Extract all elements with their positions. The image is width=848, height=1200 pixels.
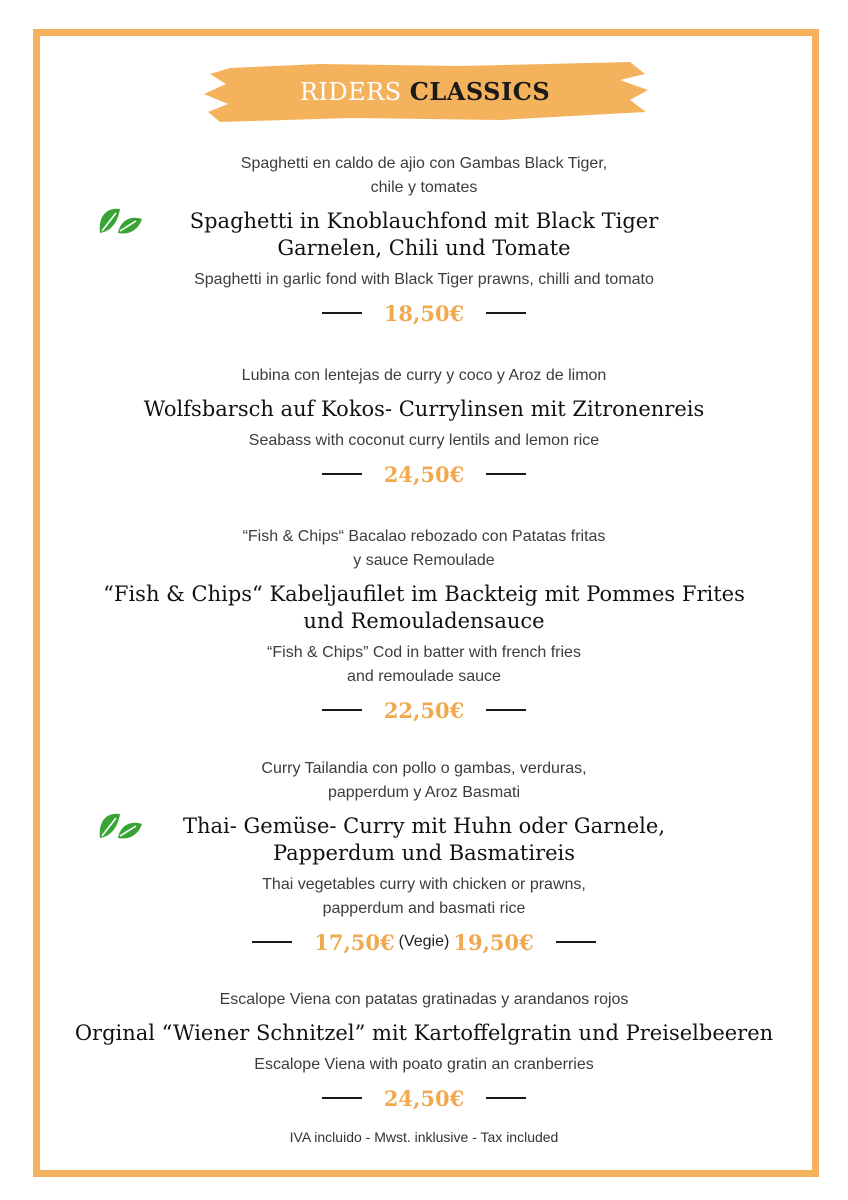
dish-4-de: Thai- Gemüse- Curry mit Huhn oder Garnele, Papperdum und Basmatireis [182,814,665,865]
dish-1-price-row [0,298,848,328]
price-dash [486,1097,526,1099]
dish-2-en: Seabass with coconut curry lentils and lemon rice [248,432,600,449]
section-title-word2: CLASSICS [409,77,551,106]
dish-1-es: Spaghetti en caldo de ajio con Gambas Black Tiger, chile y tomates [240,155,608,196]
dish-2-es: Lubina con lentejas de curry y coco y Aroz de limon [241,367,607,384]
dish-5-price: 24,50€ [383,1085,465,1111]
dish-5-price-row [0,1083,848,1113]
section-title [200,77,650,106]
price-dash [322,709,362,711]
dish-4-price-row [0,927,848,957]
section-banner [200,60,650,124]
dish-3-es: “Fish & Chips“ Bacalao rebozado con Patatas fritas y sauce Remoulade [242,528,606,569]
price-dash [486,473,526,475]
price-dash [322,473,362,475]
dish-3-en: “Fish & Chips” Cod in batter with french fries and remoulade sauce [267,644,581,685]
dish-1 [0,152,848,328]
dish-2-price-row [0,459,848,489]
dish-2-price: 24,50€ [383,461,465,487]
price-dash [486,312,526,314]
dish-3 [0,525,848,725]
dish-3-de: “Fish & Chips“ Kabeljaufilet im Backteig mit Pommes Frites und Remouladensauce [103,582,745,633]
dish-2 [0,364,848,489]
dish-3-price: 22,50€ [383,697,465,723]
vegie-label: (Vegie) [398,933,450,950]
price-dash [486,709,526,711]
dish-5 [0,988,848,1113]
dish-4 [0,757,848,957]
price-dash [252,941,292,943]
dish-1-de: Spaghetti in Knoblauchfond mit Black Tiger Garnelen, Chili und Tomate [189,209,659,260]
section-title-word1: RIDERS [299,78,402,106]
dish-4-es: Curry Tailandia con pollo o gambas, verduras, papperdum y Aroz Basmati [261,760,587,801]
dish-5-es: Escalope Viena con patatas gratinadas y arandanos rojos [219,991,629,1008]
dish-1-en: Spaghetti in garlic fond with Black Tiger prawns, chilli and tomato [194,271,654,288]
dish-4-price-vegie: 19,50€ [453,929,534,955]
dish-1-price: 18,50€ [383,300,465,326]
price-dash [556,941,596,943]
dish-5-en: Escalope Viena with poato gratin an cranberries [254,1056,594,1073]
price-dash [322,312,362,314]
price-dash [322,1097,362,1099]
dish-5-de: Orginal “Wiener Schnitzel” mit Kartoffelgratin und Preiselbeeren [74,1021,774,1045]
dish-4-price: 17,50€ [314,929,395,955]
dish-2-de: Wolfsbarsch auf Kokos- Currylinsen mit Zitronenreis [143,397,705,421]
dish-3-price-row [0,695,848,725]
dish-4-en: Thai vegetables curry with chicken or prawns, papperdum and basmati rice [262,876,586,917]
tax-note: IVA incluido - Mwst. inklusive - Tax included [289,1129,559,1145]
